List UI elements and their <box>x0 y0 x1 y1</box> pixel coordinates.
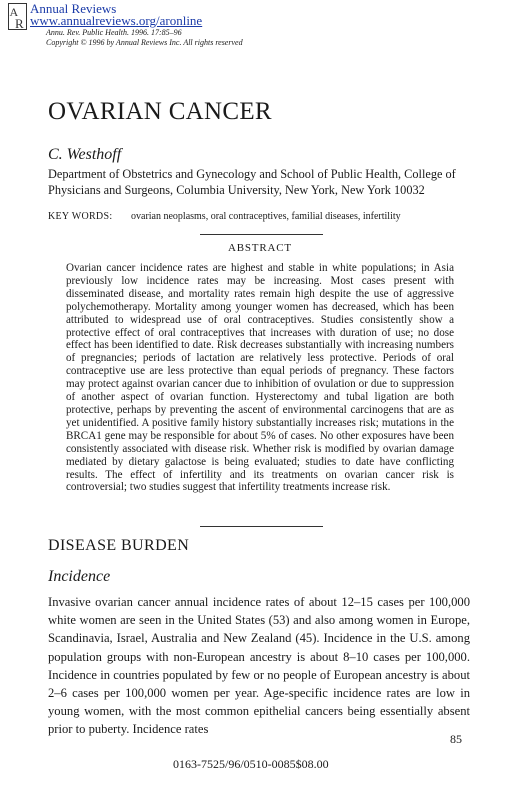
journal-citation: Annu. Rev. Public Health. 1996. 17:85–96 <box>46 28 182 37</box>
page-number: 85 <box>450 732 462 746</box>
publisher-link[interactable]: www.annualreviews.org/aronline <box>30 13 203 28</box>
article-title: OVARIAN CANCER <box>48 98 272 125</box>
article-code: 0163-7525/96/0510-0085$08.00 <box>173 757 329 771</box>
abstract-body: Ovarian cancer incidence rates are highest and stable in white populations; in Asia previously low incidence rates may be increasing. Most cases present with disseminated disease, and mortality rates remain high despite the use of aggressive polychemotherapy. Mortality among younger women has decreased, which has been attributed to widespread use of oral contraceptives. Studies consistently show a protective effect of oral contraceptives that increases with duration of use; no dose effect has been identified to date. Risk decreases substantially with increasing numbers of pregnancies; periods of lactation are relatively less protective. Periods of oral contraceptive use are less protective than equal periods of pregnancy. These factors may protect against ovarian cancer due to inhibition of ovulation or due to suppression of another aspect of ovarian function. Hysterectomy and tubal ligation are both protective, perhaps by preventing the ascent of environmental carcinogens that are as yet unidentified. A positive family history substantially increases risk; mutations in the BRCA1 gene may be responsible for about 5% of cases. No other exposures have been consistently associated with disease risk. Whether risk is modified by ovarian damage mediated by dietary galactose is being evaluated; studies to date have conflicting results. The effect of infertility and its treatments on ovarian cancer risk is controversial; two studies suggest that infertility treatments increase risk. <box>66 262 454 494</box>
copyright-notice: Copyright © 1996 by Annual Reviews Inc. All rights reserved <box>46 38 243 47</box>
article-author: C. Westhoff <box>48 146 122 163</box>
subsection-heading: Incidence <box>48 568 111 585</box>
keywords-list: ovarian neoplasms, oral contraceptives, familial diseases, infertility <box>131 211 401 222</box>
body-paragraph: Invasive ovarian cancer annual incidence rates of about 12–15 cases per 100,000 white women are seen in the United States (53) and also among women in Europe, Scandinavia, Israel, Australia and New Zealand (45). Incidence in the U.S. among population groups with non-European ancestry is about 8–10 cases per 100,000. Incidence in countries populated by few or no people of European ancestry is about 2–6 cases per 100,000 women per year. Age-specific incidence rates are low in young women, with the most common epithelial cancers being essentially absent prior to puberty. Incidence rates <box>48 595 470 737</box>
svg-text:R: R <box>15 16 24 30</box>
publisher-name: Annual Reviews <box>30 1 117 16</box>
svg-text:A: A <box>9 5 19 19</box>
abstract-bottom-divider <box>200 526 323 527</box>
abstract-heading: ABSTRACT <box>228 242 292 254</box>
annual-reviews-logo <box>8 3 27 30</box>
abstract-top-divider <box>200 234 323 235</box>
keywords-label: KEY WORDS: <box>48 211 113 222</box>
section-heading: DISEASE BURDEN <box>48 537 190 554</box>
author-affiliation: Department of Obstetrics and Gynecology and School of Public Health, College of Physicians and Surgeons, Columbia University, New York, New York 10032 <box>48 167 456 197</box>
